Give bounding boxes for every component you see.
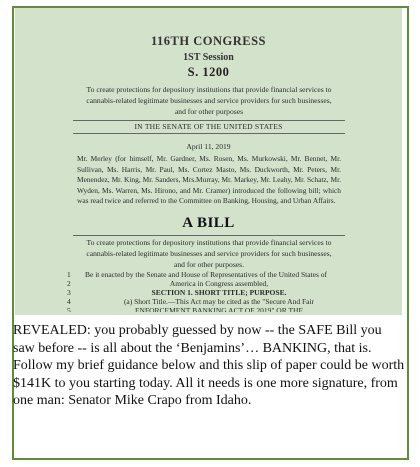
line-text: Be it enacted by the Senate and House of Representatives of the United States of bbox=[85, 270, 328, 279]
bill-date: April 11, 2019 bbox=[186, 142, 231, 151]
line-number: 1 bbox=[67, 270, 71, 279]
bill-sponsors: Mr. Merley (for himself, Mr. Gardner, Ms. Rosen, Ms. Murkowski, Mr. Bennet, Mr. Sullivan, Ms. Harris, Mr. Paul, Ms. Cortez Masto, Ms. Duckworth, Mr. Peters, Mr. Menendez, Mr. King, Mr. Sanders, Mrs.Murray, Mr. Markey, Mr. Leahy, Mr. Schatz, Mr. Wyden, Ms. Warren, Ms. Hirono, and Mr. Cramer) introduced the following bill; which was read twice and referred to the Committee on Banking, Housing, and Urban Affairs. bbox=[77, 154, 341, 205]
divider bbox=[73, 133, 345, 134]
bill-line bbox=[67, 306, 357, 312]
line-number: 4 bbox=[67, 297, 71, 306]
bill-title: A BILL bbox=[182, 215, 235, 231]
line-number: 5 bbox=[67, 306, 71, 312]
congress-heading: 116TH CONGRESS bbox=[150, 34, 266, 48]
bill-purpose: To create protections for depository institutions that provide financial services to cannabis-related legitimate businesses and service providers for such businesses, and for other purposes bbox=[86, 85, 332, 116]
bill-text-lines bbox=[15, 270, 402, 312]
bill-document-image bbox=[15, 8, 402, 315]
divider bbox=[73, 120, 345, 121]
line-text: ENFORCEMENT BANKING ACT OF 2019" OR THE bbox=[134, 306, 304, 312]
bill-purpose-repeat: To create protections for depository institutions that provide financial services to cannabis-related legitimate businesses and service providers for such businesses, and for other purposes. bbox=[86, 238, 332, 269]
section-heading: SECTION 1. SHORT TITLE; PURPOSE. bbox=[151, 288, 287, 297]
line-text: (a) Short Title.—This Act may be cited as the "Secure And Fair bbox=[123, 297, 315, 306]
chamber-heading: IN THE SENATE OF THE UNITED STATES bbox=[134, 122, 283, 131]
line-text: America in Congress assembled, bbox=[169, 279, 269, 288]
caption-text: REVEALED: you probably guessed by now -- the SAFE Bill you saw before -- is all about the ‘Benjamins’… BANKING, that is. Follow my brief guidance below and this slip of paper could be worth $141K to you starting today. All it needs is one more signature, from one man: Senator Mike Crapo from Idaho. bbox=[13, 323, 405, 408]
session-heading: 1ST Session bbox=[183, 52, 234, 63]
divider bbox=[73, 235, 345, 236]
line-number: 3 bbox=[67, 288, 71, 297]
line-number: 2 bbox=[67, 279, 71, 288]
bill-number: S. 1200 bbox=[187, 65, 230, 79]
